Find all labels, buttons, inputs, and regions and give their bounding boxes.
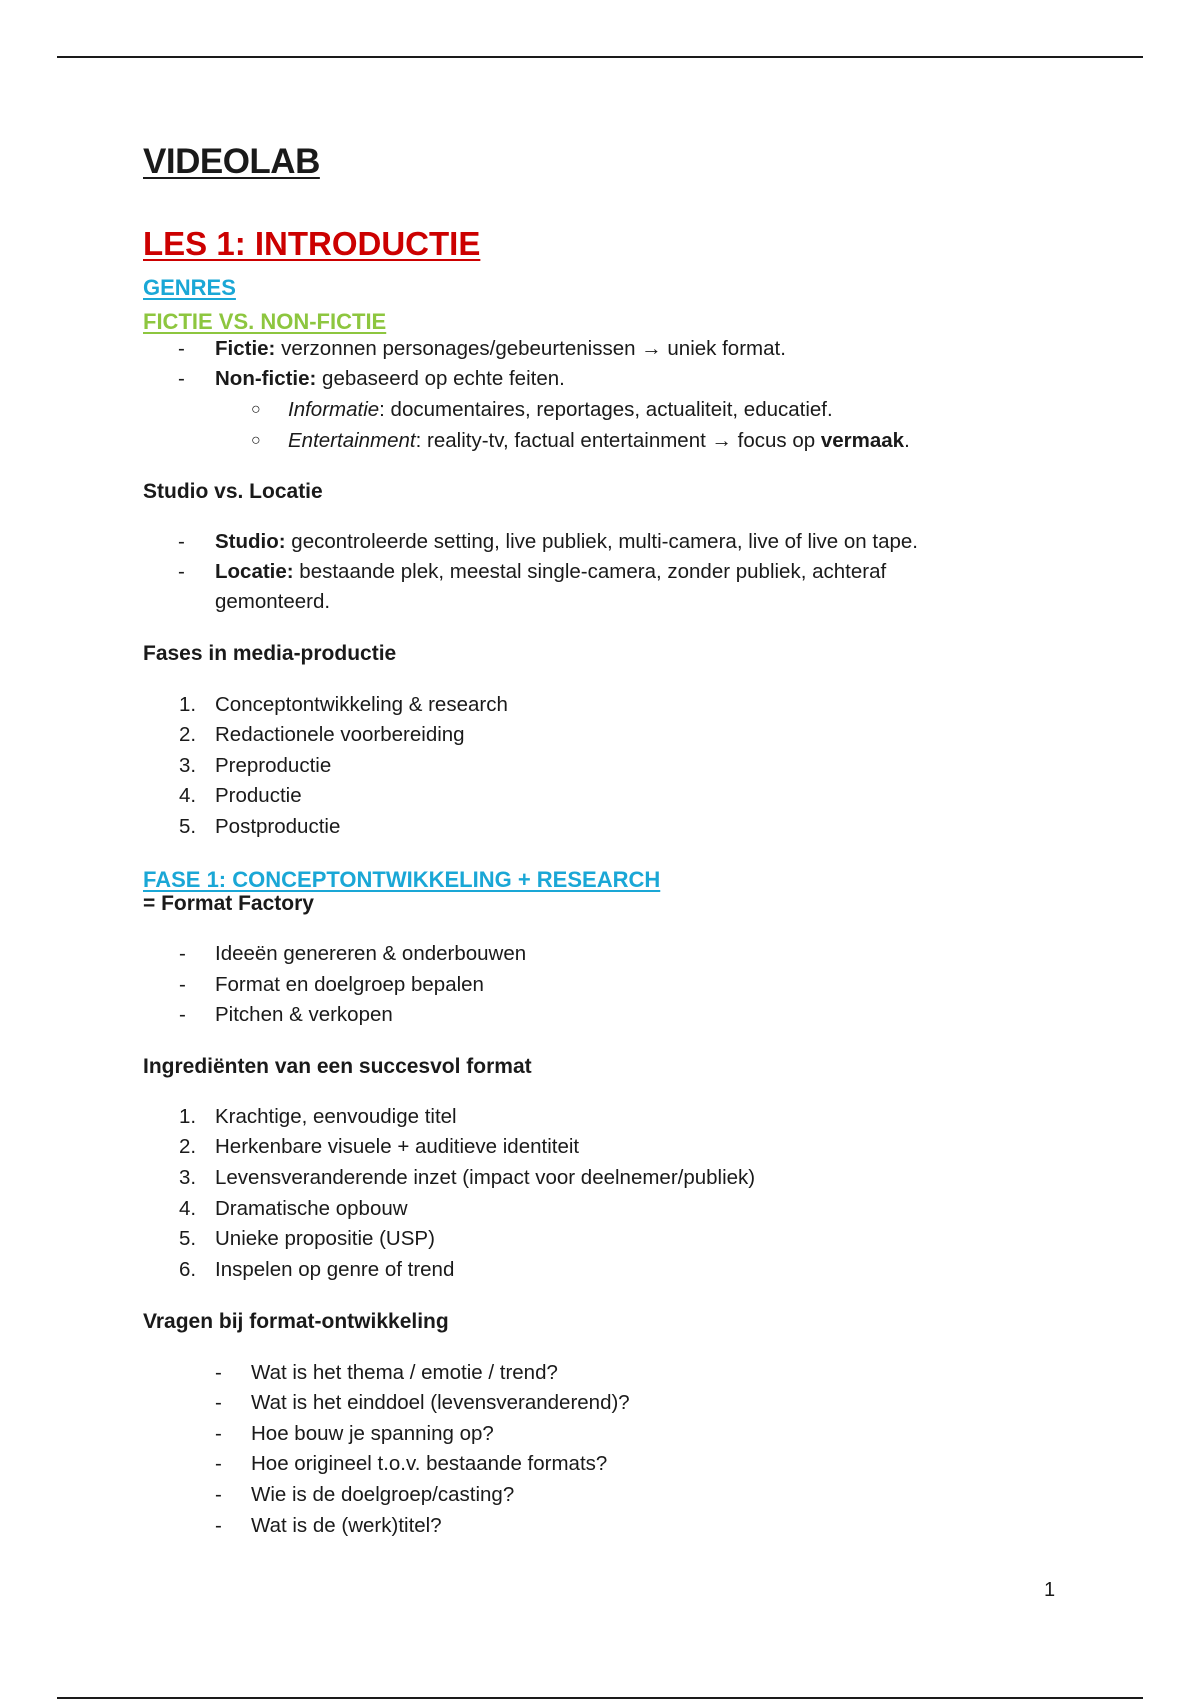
ingredienten-heading: Ingrediënten van een succesvol format	[143, 1055, 532, 1078]
document-title: VIDEOLAB	[143, 142, 320, 181]
list-item-continuation: gemonteerd.	[215, 590, 331, 613]
lesson-heading: LES 1: INTRODUCTIE	[143, 225, 481, 262]
fases-heading: Fases in media-productie	[143, 642, 397, 665]
fase1-subtitle: = Format Factory	[143, 892, 314, 915]
fictie-heading: FICTIE VS. NON-FICTIE	[143, 309, 387, 334]
header-rule	[57, 56, 1143, 58]
studio-heading: Studio vs. Locatie	[143, 480, 323, 503]
fase1-heading: FASE 1: CONCEPTONTWIKKELING + RESEARCH	[143, 867, 661, 892]
page-number: 1	[1044, 1579, 1056, 1601]
genres-heading: GENRES	[143, 275, 236, 300]
footer-rule	[57, 1697, 1143, 1699]
vragen-heading: Vragen bij format-ontwikkeling	[143, 1310, 449, 1333]
